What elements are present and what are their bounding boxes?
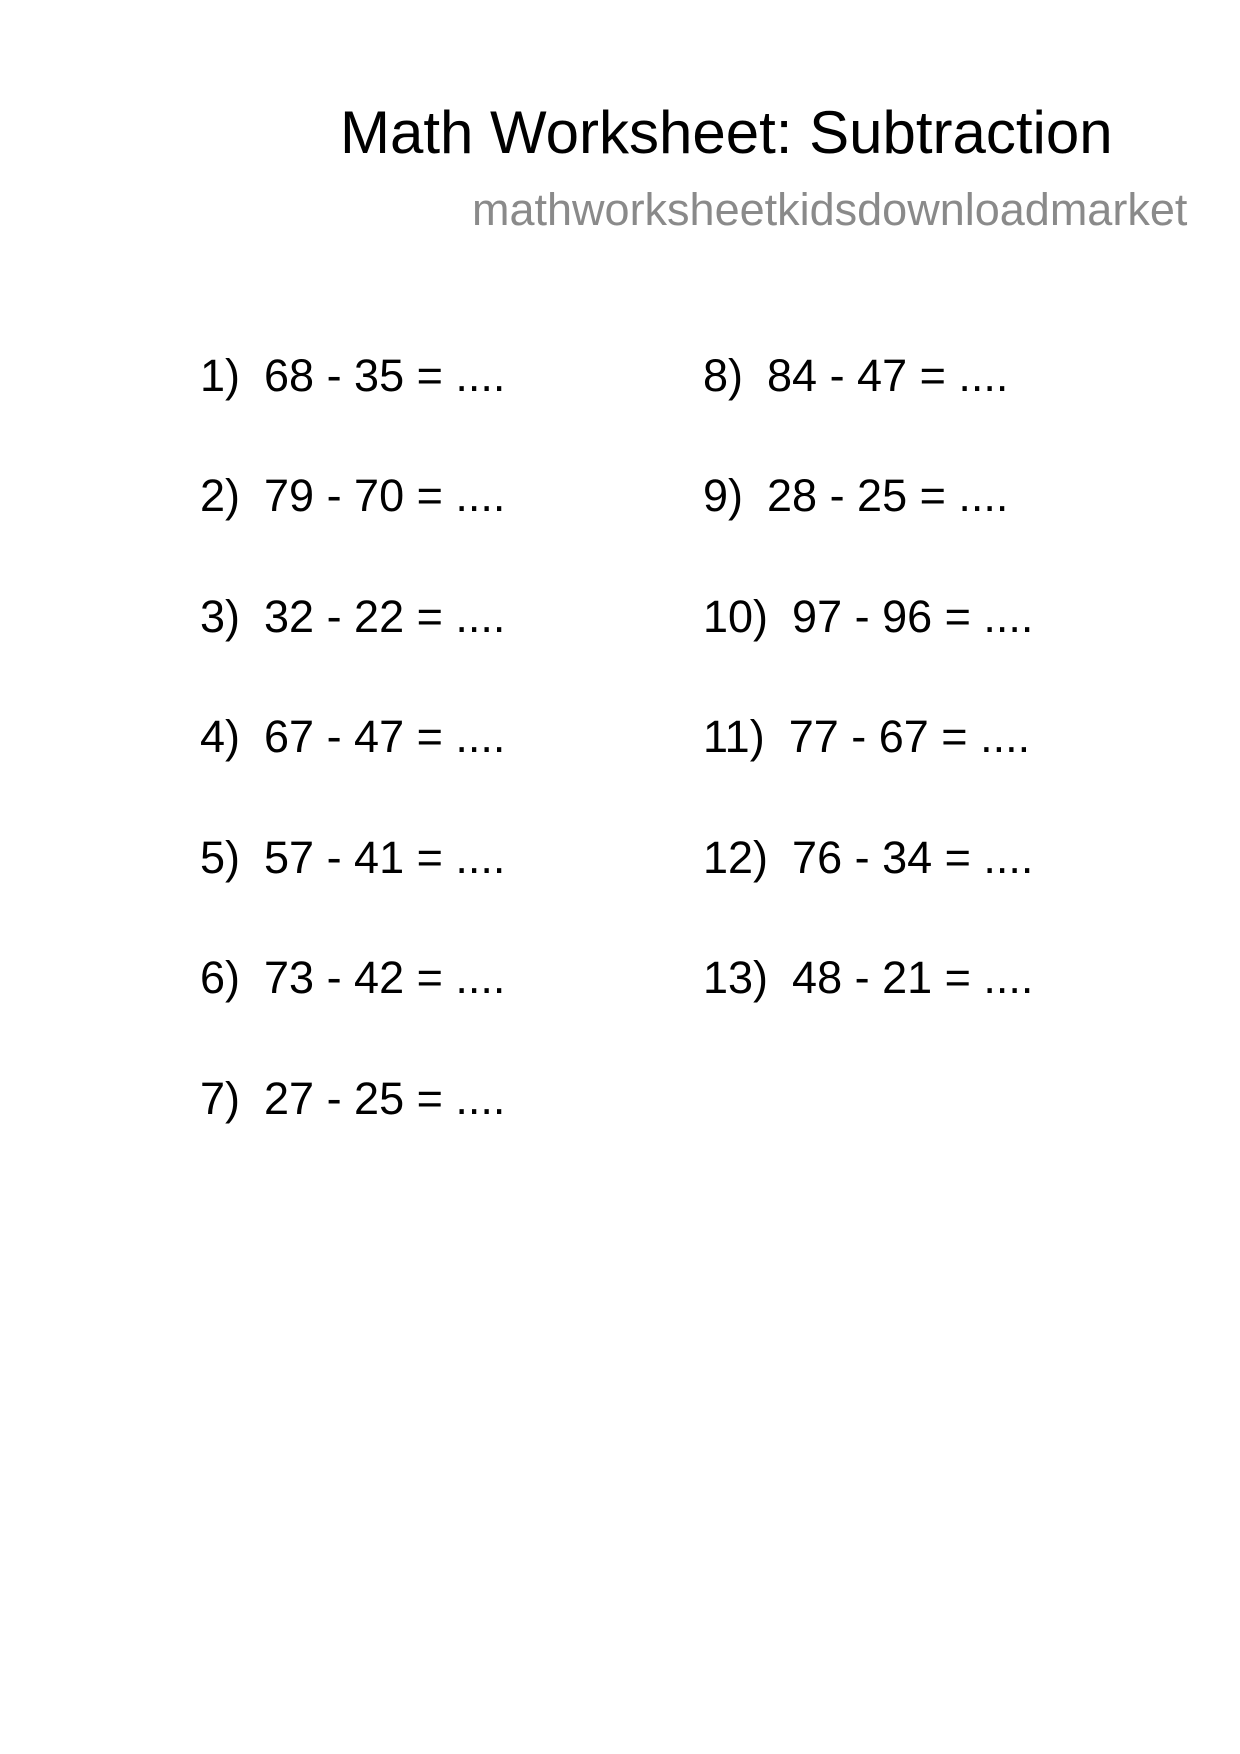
problem-item-3: [200, 590, 505, 644]
problem-expression: 84 - 47 = ....: [767, 350, 1009, 401]
problem-number: 2): [200, 470, 241, 521]
problem-expression: 68 - 35 = ....: [264, 350, 506, 401]
problem-number: 9): [703, 470, 744, 521]
problem-item-8: [703, 349, 1008, 403]
problem-item-1: [200, 349, 505, 403]
problem-number: 11): [703, 711, 765, 762]
problem-number: 5): [200, 832, 241, 883]
problem-expression: 77 - 67 = ....: [788, 711, 1031, 762]
problem-number: 4): [200, 711, 241, 762]
problem-expression: 97 - 96 = ....: [792, 591, 1034, 642]
problem-item-6: [200, 951, 505, 1005]
problem-number: 12): [703, 832, 769, 883]
problem-item-11: [703, 710, 1030, 764]
problem-number: 6): [200, 952, 241, 1003]
problem-item-2: [200, 469, 505, 523]
worksheet-subtitle: mathworksheetkidsdownloadmarket: [472, 184, 1188, 235]
problem-number: 13): [703, 952, 769, 1003]
problem-expression: 48 - 21 = ....: [792, 952, 1034, 1003]
problem-item-9: [703, 469, 1008, 523]
problem-expression: 27 - 25 = ....: [264, 1073, 506, 1124]
problem-number: 10): [703, 591, 769, 642]
problem-item-7: [200, 1072, 505, 1126]
problem-expression: 76 - 34 = ....: [792, 832, 1034, 883]
problem-expression: 67 - 47 = ....: [264, 711, 506, 762]
problem-number: 7): [200, 1073, 241, 1124]
problem-expression: 79 - 70 = ....: [264, 470, 506, 521]
problem-item-4: [200, 710, 505, 764]
problem-expression: 73 - 42 = ....: [264, 952, 506, 1003]
worksheet-title: Math Worksheet: Subtraction: [340, 99, 1113, 166]
problem-number: 3): [200, 591, 241, 642]
problem-expression: 57 - 41 = ....: [264, 832, 506, 883]
problem-number: 8): [703, 350, 744, 401]
problem-expression: 32 - 22 = ....: [264, 591, 506, 642]
problem-expression: 28 - 25 = ....: [767, 470, 1009, 521]
problem-item-13: [703, 951, 1033, 1005]
problem-item-5: [200, 831, 505, 885]
problem-number: 1): [200, 350, 241, 401]
problem-item-12: [703, 831, 1033, 885]
problem-item-10: [703, 590, 1033, 644]
